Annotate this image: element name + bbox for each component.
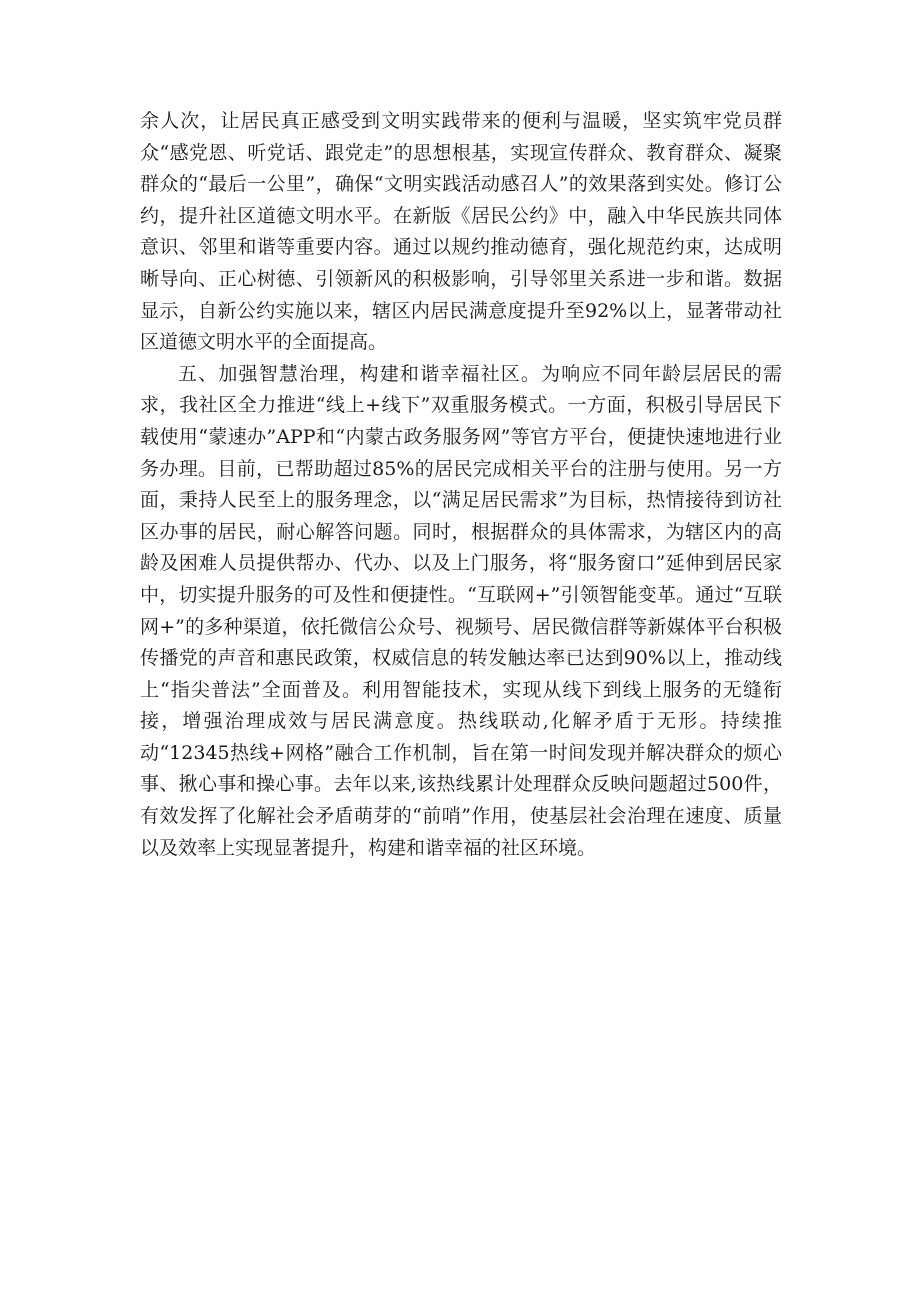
paragraph-smart-governance: 五、加强智慧治理，构建和谐幸福社区。为响应不同年龄层居民的需求，我社区全力推进“线上+线下”双重服务模式。一方面，积极引导居民下载使用“蒙速办”APP和“内蒙古政务服务网”等官方平台，便捷快速地进行业务办理。目前，已帮助超过85%的居民完成相关平台的注册与使用。另一方面，秉持人民至上的服务理念，以“满足居民需求”为目标，热情接待到访社区办事的居民，耐心解答问题。同时，根据群众的具体需求，为辖区内的高龄及困难人员提供帮办、代办、以及上门服务，将“服务窗口”延伸到居民家中，切实提升服务的可及性和便捷性。“互联网+”引领智能变革。通过“互联网+”的多种渠道，依托微信公众号、视频号、居民微信群等新媒体平台积极传播党的声音和惠民政策，权威信息的转发触达率已达到90%以上，推动线上“指尖普法”全面普及。利用智能技术，实现从线下到线上服务的无缝衔接，增强治理成效与居民满意度。热线联动,化解矛盾于无形。持续推动“12345热线+网格”融合工作机制，旨在第一时间发现并解决群众的烦心事、揪心事和操心事。去年以来,该热线累计处理群众反映问题超过500件，有效发挥了化解社会矛盾萌芽的“前哨”作用，使基层社会治理在速度、质量以及效率上实现显著提升，构建和谐幸福的社区环境。 bbox=[140, 362, 782, 859]
paragraph-continuation: 余人次，让居民真正感受到文明实践带来的便利与温暖，坚实筑牢党员群众“感党恩、听党话、跟党走”的思想根基，实现宣传群众、教育群众、凝聚群众的“最后一公里”，确保“文明实践活动感召人”的效果落到实处。修订公约，提升社区道德文明水平。在新版《居民公约》中，融入中华民族共同体意识、邻里和谐等重要内容。通过以规约推动德育，强化规范约束，达成明晰导向、正心树德、引领新风的积极影响，引导邻里关系进一步和谐。数据显示，自新公约实施以来，辖区内居民满意度提升至92%以上，显著带动社区道德文明水平的全面提高。 bbox=[140, 110, 782, 354]
document-body bbox=[140, 106, 782, 864]
